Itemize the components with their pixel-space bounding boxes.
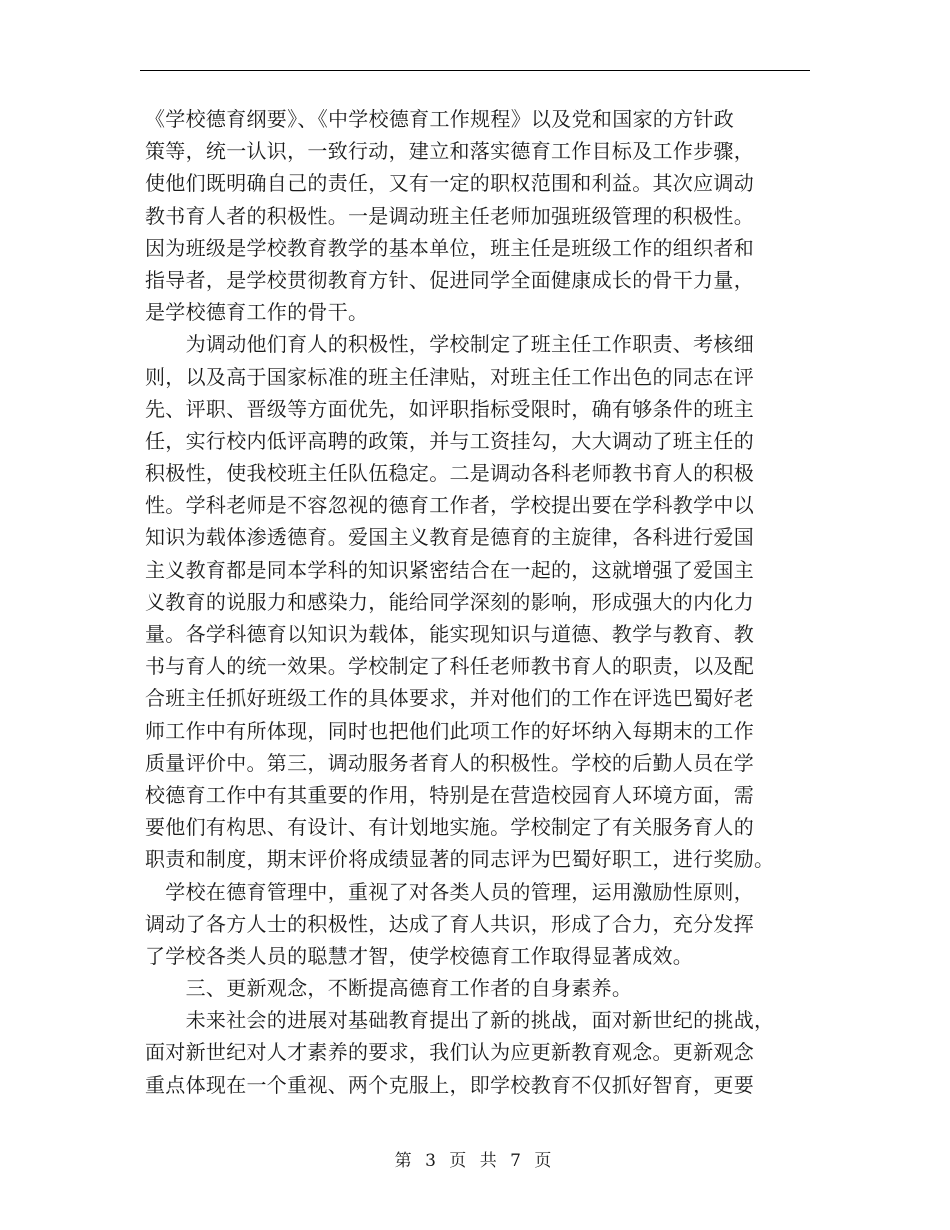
text-line: 未来社会的进展对基础教育提出了新的挑战，面对新世纪的挑战，: [145, 1008, 775, 1033]
document-body: [145, 103, 815, 1101]
text-line: 质量评价中。第三，调动服务者育人的积极性。学校的后勤人员在学: [145, 750, 754, 775]
text-line: 则，以及高于国家标准的班主任津贴，对班主任工作出色的同志在评: [145, 364, 754, 389]
text-line: 《学校德育纲要》、《中学校德育工作规程》以及党和国家的方针政: [145, 107, 734, 131]
text-line: 调动了各方人士的积极性，达成了育人共识，形成了合力，充分发挥: [145, 911, 754, 936]
page-number: 第 3 页 共 7 页: [394, 1151, 556, 1171]
text-line: 量。各学科德育以知识为载体，能实现知识与道德、教学与教育、教: [145, 622, 754, 646]
text-line: 师工作中有所体现，同时也把他们此项工作的好坏纳入每期末的工作: [145, 718, 754, 743]
text-line: 书与育人的统一效果。学校制定了科任老师教书育人的职责，以及配: [145, 654, 754, 679]
text-line: 是学校德育工作的骨干。: [145, 300, 369, 325]
text-line: 为调动他们育人的积极性，学校制定了班主任工作职责、考核细: [145, 332, 754, 357]
text-line: 三、更新观念，不断提高德育工作者的自身素养。: [145, 976, 633, 1001]
text-line: 重点体现在一个重视、两个克服上，即学校教育不仅抓好智育，更要: [145, 1072, 754, 1097]
text-line: 知识为载体渗透德育。爱国主义教育是德育的主旋律，各科进行爱国: [145, 525, 754, 550]
text-line: 策等，统一认识，一致行动，建立和落实德育工作目标及工作步骤，: [145, 139, 754, 164]
text-line: 先、评职、晋级等方面优先，如评职指标受限时，确有够条件的班主: [145, 396, 754, 421]
header-rule: [140, 70, 810, 71]
text-line: 指导者，是学校贯彻教育方针、促进同学全面健康成长的骨干力量，: [145, 267, 754, 292]
text-line: 校德育工作中有其重要的作用，特别是在营造校园育人环境方面，需: [145, 782, 754, 807]
text-line: 职责和制度，期末评价将成绩显著的同志评为巴蜀好职工，进行奖励。: [145, 847, 775, 872]
text-line: 性。学科老师是不容忽视的德育工作者，学校提出要在学科教学中以: [145, 493, 754, 518]
text-line: 义教育的说服力和感染力，能给同学深刻的影响，形成强大的内化力: [145, 589, 754, 614]
text-line: 合班主任抓好班级工作的具体要求，并对他们的工作在评选巴蜀好老: [145, 686, 754, 711]
text-line: 要他们有构思、有设计、有计划地实施。学校制定了有关服务育人的: [145, 815, 754, 840]
text-line: 面对新世纪对人才素养的要求，我们认为应更新教育观念。更新观念: [145, 1040, 754, 1065]
text-line: 积极性，使我校班主任队伍稳定。二是调动各科老师教书育人的积极: [145, 461, 754, 486]
text-line: 主义教育都是同本学科的知识紧密结合在一起的，这就增强了爱国主: [145, 557, 754, 582]
text-line: 使他们既明确自己的责任，又有一定的职权范围和利益。其次应调动: [145, 171, 754, 196]
text-line: 了学校各类人员的聪慧才智，使学校德育工作取得显著成效。: [145, 943, 694, 968]
text-line: 教书育人者的积极性。一是调动班主任老师加强班级管理的积极性。: [145, 203, 754, 228]
text-line: 因为班级是学校教育教学的基本单位，班主任是班级工作的组织者和: [145, 235, 754, 260]
text-line: 任，实行校内低评高聘的政策，并与工资挂勾，大大调动了班主任的: [145, 428, 754, 453]
text-line: 学校在德育管理中，重视了对各类人员的管理，运用激励性原则，: [145, 879, 754, 904]
